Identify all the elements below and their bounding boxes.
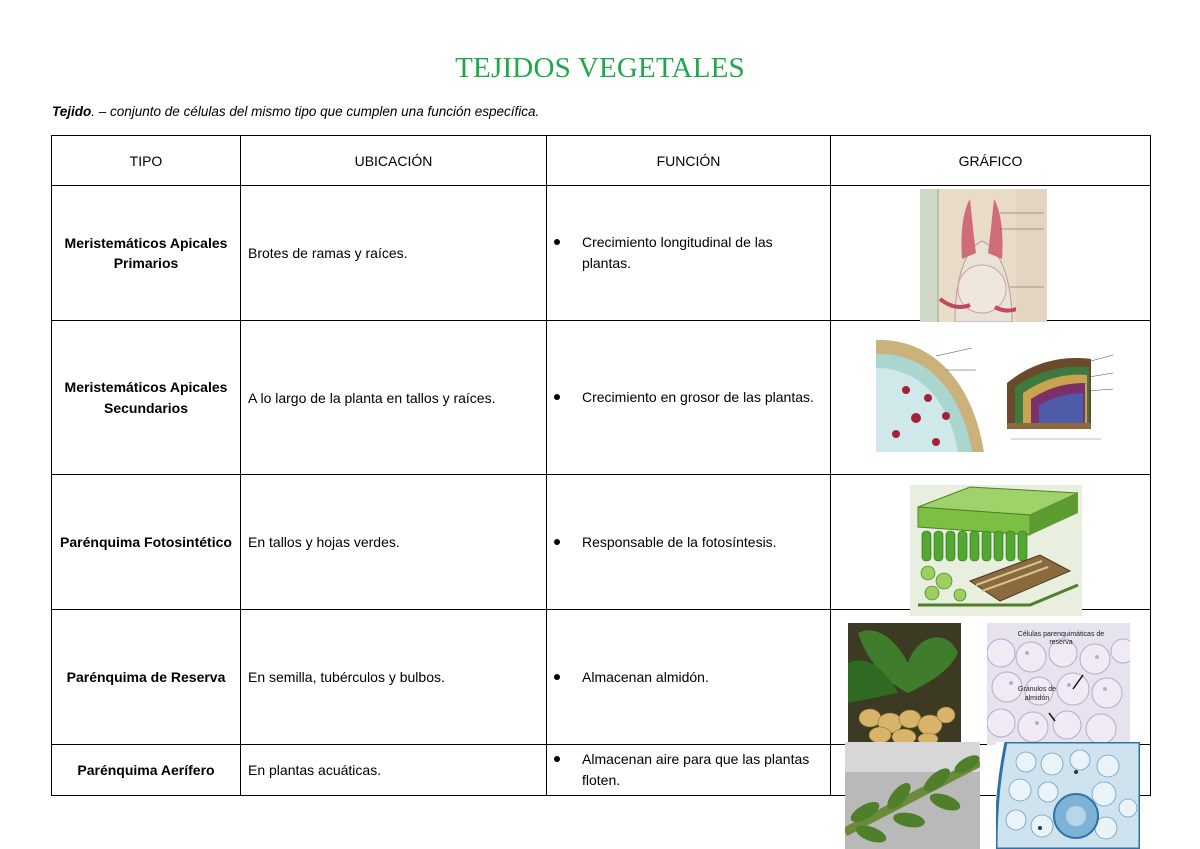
column-header-grafico: GRÁFICO xyxy=(831,136,1151,186)
secondary-growth-image xyxy=(1001,343,1119,451)
tipo-cell: Meristemáticos Apicales Secundarios xyxy=(52,321,241,475)
table-row xyxy=(52,475,1151,610)
bullet-icon xyxy=(554,539,560,545)
reserve-cells-caption: Células parenquimáticas de reserva xyxy=(1017,631,1105,647)
tissue-table xyxy=(51,135,1151,796)
ubicacion-cell: Brotes de ramas y raíces. xyxy=(241,186,547,321)
stem-cross-section-image xyxy=(876,334,984,454)
funcion-cell xyxy=(547,475,831,610)
table-row xyxy=(52,321,1151,475)
aquatic-stem-image xyxy=(845,742,980,849)
page-title: TEJIDOS VEGETALES xyxy=(455,52,745,84)
aerenchyma-image xyxy=(996,742,1140,849)
funcion-text: Crecimiento longitudinal de las plantas. xyxy=(582,234,773,271)
ubicacion-cell: En tallos y hojas verdes. xyxy=(241,475,547,610)
apical-meristem-image xyxy=(920,189,1047,322)
ubicacion-cell: En plantas acuáticas. xyxy=(241,745,547,796)
funcion-text: Responsable de la fotosíntesis. xyxy=(582,533,777,550)
bullet-icon xyxy=(554,756,560,762)
funcion-cell xyxy=(547,186,831,321)
grafico-cell xyxy=(831,610,1151,745)
potato-plant-image xyxy=(848,623,961,745)
tipo-cell: Parénquima Fotosintético xyxy=(52,475,241,610)
funcion-text: Almacenan almidón. xyxy=(582,668,709,685)
funcion-text: Almacenan aire para que las plantas floten. xyxy=(582,751,810,788)
table-header-row xyxy=(52,136,1151,186)
tipo-cell: Parénquima Aerífero xyxy=(52,745,241,796)
funcion-cell xyxy=(547,610,831,745)
definition-line xyxy=(52,104,539,119)
reserve-cells-image xyxy=(987,623,1130,745)
starch-label: Gránulos de almidón xyxy=(1017,686,1057,703)
bullet-icon xyxy=(554,394,560,400)
grafico-cell xyxy=(831,321,1151,475)
definition-term: Tejido xyxy=(52,104,92,119)
tipo-cell: Meristemáticos Apicales Primarios xyxy=(52,186,241,321)
funcion-cell xyxy=(547,745,831,796)
ubicacion-cell: En semilla, tubérculos y bulbos. xyxy=(241,610,547,745)
column-header-tipo: TIPO xyxy=(52,136,241,186)
funcion-text: Crecimiento en grosor de las plantas. xyxy=(582,389,814,405)
grafico-cell xyxy=(831,186,1151,321)
table-row xyxy=(52,610,1151,745)
bullet-icon xyxy=(554,239,560,245)
tipo-cell: Parénquima de Reserva xyxy=(52,610,241,745)
funcion-cell xyxy=(547,321,831,475)
ubicacion-cell: A lo largo de la planta en tallos y raíces. xyxy=(241,321,547,475)
table-row xyxy=(52,186,1151,321)
column-header-ubicacion: UBICACIÓN xyxy=(241,136,547,186)
grafico-cell xyxy=(831,475,1151,610)
table-row xyxy=(52,745,1151,796)
bullet-icon xyxy=(554,674,560,680)
definition-text: . – conjunto de células del mismo tipo que cumplen una función específica. xyxy=(91,104,540,119)
column-header-funcion: FUNCIÓN xyxy=(547,136,831,186)
leaf-tissue-image xyxy=(910,485,1082,616)
